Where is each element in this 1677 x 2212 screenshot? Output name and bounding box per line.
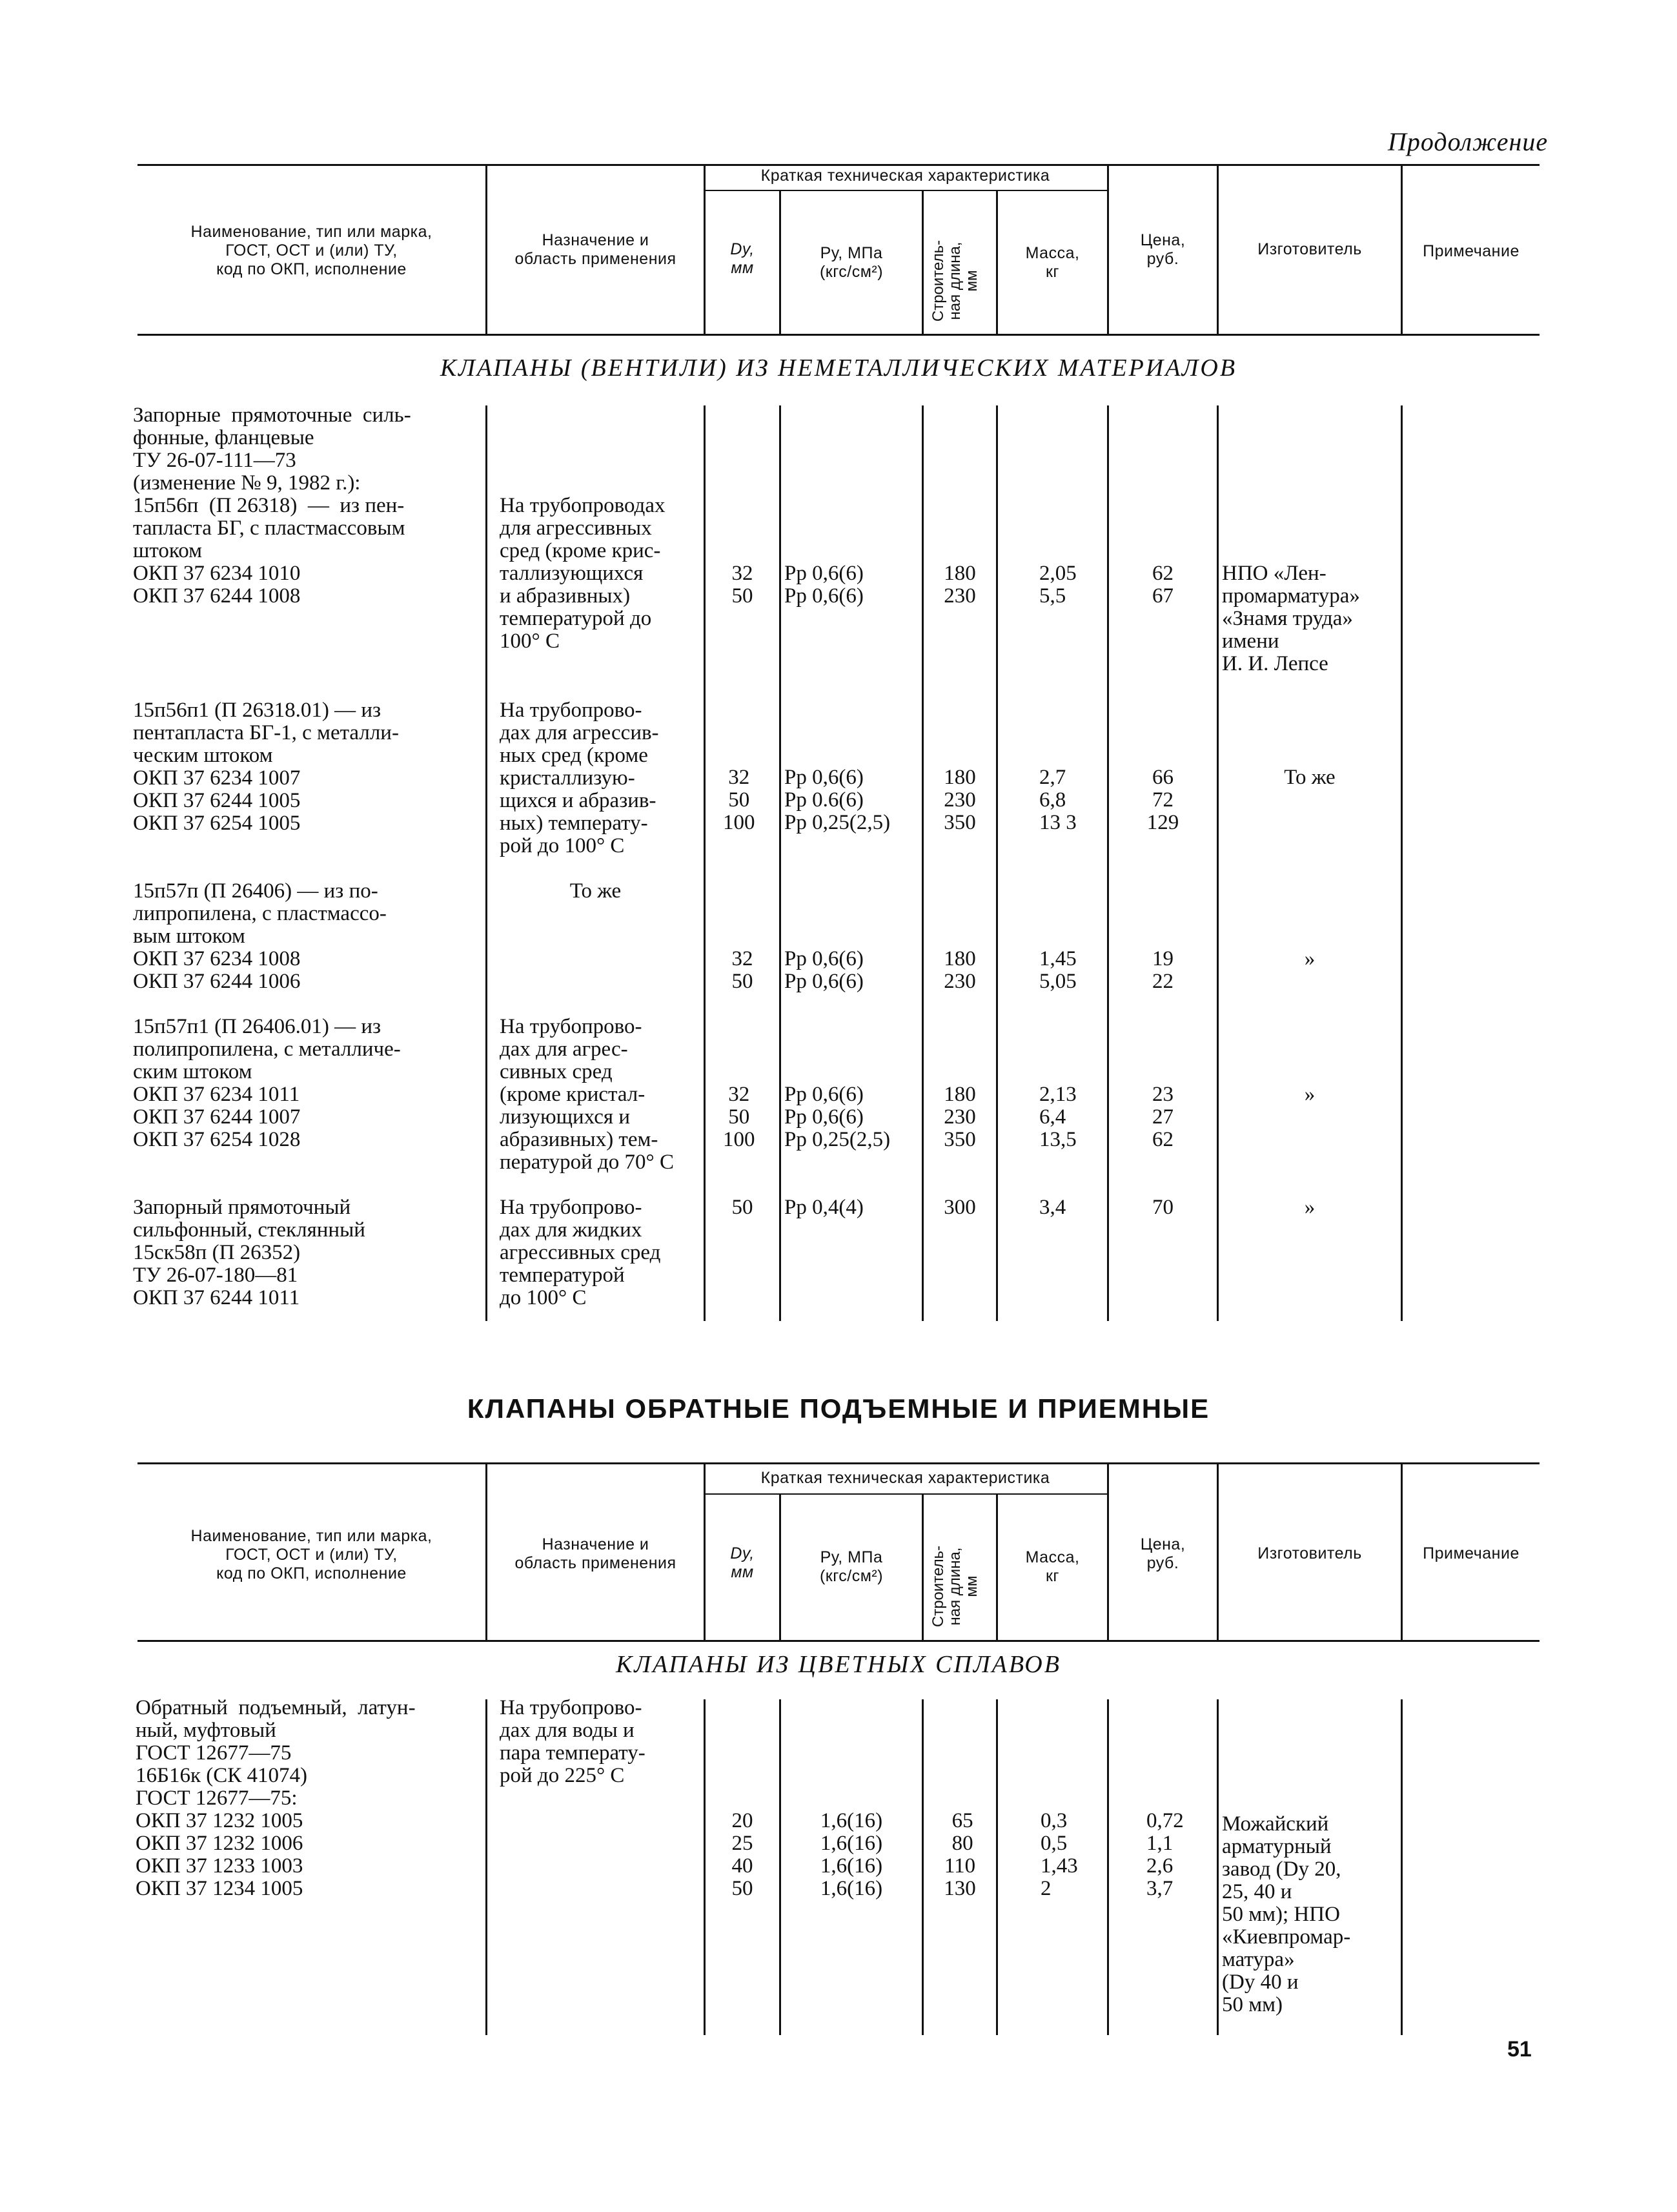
row5-length: 300 (944, 1196, 976, 1219)
header-col-maker: Изготовитель (1257, 240, 1362, 258)
header-col-price: Цена, руб. (1140, 231, 1186, 268)
header-col-py: Pу, МПа (кгс/см²) (819, 244, 884, 281)
header2-col-purpose: Назначение и область применения (514, 1535, 676, 1572)
group-underline (704, 190, 1107, 191)
row6-dy: 20 25 40 50 (731, 1809, 753, 1900)
row2-py: Pр 0,6(6) Pр 0.6(6) Pр 0,25(2,5) (784, 766, 891, 834)
header2-col-name: Наименование, тип или марка, ГОСТ, ОСТ и (или) ТУ, код по ОКП, исполнение (190, 1527, 432, 1582)
header-col-purpose: Назначение и область применения (514, 231, 676, 268)
row3-mass: 1,45 5,05 (1039, 947, 1077, 993)
header2-group-title: Краткая техническая характеристика (760, 1469, 1050, 1487)
row4-purpose: На трубопрово- дах для агрес- сивных сред (кроме кристал- лизующихся и абразивных) тем- пературой до 70° С (500, 1015, 674, 1174)
row4-mass: 2,13 6,4 13,5 (1039, 1083, 1077, 1151)
row5-purpose: На трубопрово- дах для жидких агрессивных сред температурой до 100° С (500, 1196, 661, 1309)
row6-name: Обратный подъемный, латун- ный, муфтовый ГОСТ 12677—75 16Б16к (СК 41074) ГОСТ 12677—75: ОКП 37 1232 1005 ОКП 37 1232 1006 ОКП 37 1233 1003 ОКП 37 1234 1005 (136, 1696, 416, 1900)
header-col-name: Наименование, тип или марка, ГОСТ, ОСТ и (или) ТУ, код по ОКП, исполнение (190, 223, 432, 278)
row6-maker: Можайский арматурный завод (Dу 20, 25, 40 и 50 мм); НПО «Киевпромар- матура» (Dу 40 и 50 мм) (1222, 1812, 1351, 2016)
row3-purpose: То же (569, 879, 622, 903)
row3-price: 19 22 (1152, 947, 1174, 993)
header-col-mass: Масса, кг (1025, 244, 1080, 281)
row1-dy: 32 50 (731, 562, 753, 608)
row1-mass: 2,05 5,5 (1039, 562, 1077, 608)
row5-price: 70 (1152, 1196, 1174, 1219)
row6-mass: 0,3 0,5 1,43 2 (1041, 1809, 1078, 1900)
header-col-dy: Dу, мм (730, 240, 755, 277)
row3-maker: » (1304, 947, 1316, 970)
row2-price: 66 72 129 (1146, 766, 1179, 834)
header2-col-price: Цена, руб. (1140, 1535, 1186, 1572)
row4-price: 23 27 62 (1152, 1083, 1174, 1151)
section1-title: КЛАПАНЫ (ВЕНТИЛИ) ИЗ НЕМЕТАЛЛИЧЕСКИХ МАТЕРИАЛОВ (440, 354, 1237, 382)
row3-py: Pр 0,6(6) Pр 0,6(6) (784, 947, 864, 993)
row5-maker: » (1304, 1196, 1316, 1219)
row2-dy: 32 50 100 (723, 766, 755, 834)
header-group-title: Краткая техническая характеристика (760, 167, 1050, 185)
header2-col-mass: Масса, кг (1025, 1548, 1080, 1585)
row4-length: 180 230 350 (944, 1083, 976, 1151)
row1-length: 180 230 (944, 562, 976, 608)
header2-col-maker: Изготовитель (1257, 1544, 1362, 1562)
section2-subtitle: КЛАПАНЫ ИЗ ЦВЕТНЫХ СПЛАВОВ (616, 1651, 1061, 1678)
header-col-length: Строитель- ная длина, мм (930, 240, 981, 322)
row6-purpose: На трубопрово- дах для воды и пара температу- рой до 225° С (500, 1696, 645, 1787)
row3-dy: 32 50 (731, 947, 753, 993)
row3-length: 180 230 (944, 947, 976, 993)
row2-length: 180 230 350 (944, 766, 976, 834)
row1-purpose: На трубопроводах для агрессивных сред (кроме крис- таллизующихся и абразивных) температурой до 100° С (500, 494, 666, 653)
row5-dy: 50 (731, 1196, 753, 1219)
header-top-rule (137, 164, 1540, 166)
row6-price: 0,72 1,1 2,6 3,7 (1146, 1809, 1184, 1900)
section2-title: КЛАПАНЫ ОБРАТНЫЕ ПОДЪЕМНЫЕ И ПРИЕМНЫЕ (467, 1393, 1210, 1424)
row3-name: 15п57п (П 26406) — из по- липропилена, с пластмассо- вым штоком ОКП 37 6234 1008 ОКП 37 6244 1006 (133, 879, 387, 993)
row6-py: 1,6(16) 1,6(16) 1,6(16) 1,6(16) (820, 1809, 883, 1900)
row4-py: Pр 0,6(6) Pр 0,6(6) Pр 0,25(2,5) (784, 1083, 891, 1151)
row2-mass: 2,7 6,8 13 3 (1039, 766, 1077, 834)
header2-col-note: Примечание (1423, 1544, 1519, 1562)
header-col-note: Примечание (1423, 242, 1519, 260)
header2-col-dy: Dу, мм (730, 1544, 755, 1581)
row5-py: Pр 0,4(4) (784, 1196, 864, 1219)
row1-name: Запорные прямоточные силь- фонные, фланцевые ТУ 26-07-111—73 (изменение № 9, 1982 г.): 15п56п (П 26318) — из пен- тапласта БГ, с пластмассовым штоком ОКП 37 6234 1010 ОКП 37 6244 1008 (133, 404, 411, 608)
row5-name: Запорный прямоточный сильфонный, стеклянный 15ск58п (П 26352) ТУ 26-07-180—81 ОКП 37 6244 1011 (133, 1196, 365, 1309)
row4-dy: 32 50 100 (723, 1083, 755, 1151)
header2-col-py: Pу, МПа (кгс/см²) (819, 1548, 884, 1585)
row4-maker: » (1304, 1083, 1316, 1106)
page-number: 51 (1507, 2037, 1532, 2062)
row2-name: 15п56п1 (П 26318.01) — из пентапласта БГ-1, с металли- ческим штоком ОКП 37 6234 1007 ОКП 37 6244 1005 ОКП 37 6254 1005 (133, 699, 399, 835)
row5-mass: 3,4 (1039, 1196, 1066, 1219)
row6-length: 65 80 110 130 (944, 1809, 976, 1900)
row2-purpose: На трубопрово- дах для агрессив- ных сред (кроме кристаллизую- щихся и абразив- ных) температу- рой до 100° С (500, 699, 659, 857)
row1-maker: НПО «Лен- промарматура» «Знамя труда» имени И. И. Лепсе (1222, 562, 1360, 675)
header2-col-length: Строитель- ная длина, мм (930, 1545, 981, 1628)
row1-price: 62 67 (1152, 562, 1174, 608)
row1-py: Pр 0,6(6) Pр 0,6(6) (784, 562, 864, 608)
header-bottom-rule (137, 334, 1540, 336)
row4-name: 15п57п1 (П 26406.01) — из полипропилена, с металличе- ским штоком ОКП 37 6234 1011 ОКП 37 6244 1007 ОКП 37 6254 1028 (133, 1015, 401, 1151)
row2-maker: То же (1284, 766, 1336, 789)
continuation-label: Продолжение (1388, 127, 1549, 156)
